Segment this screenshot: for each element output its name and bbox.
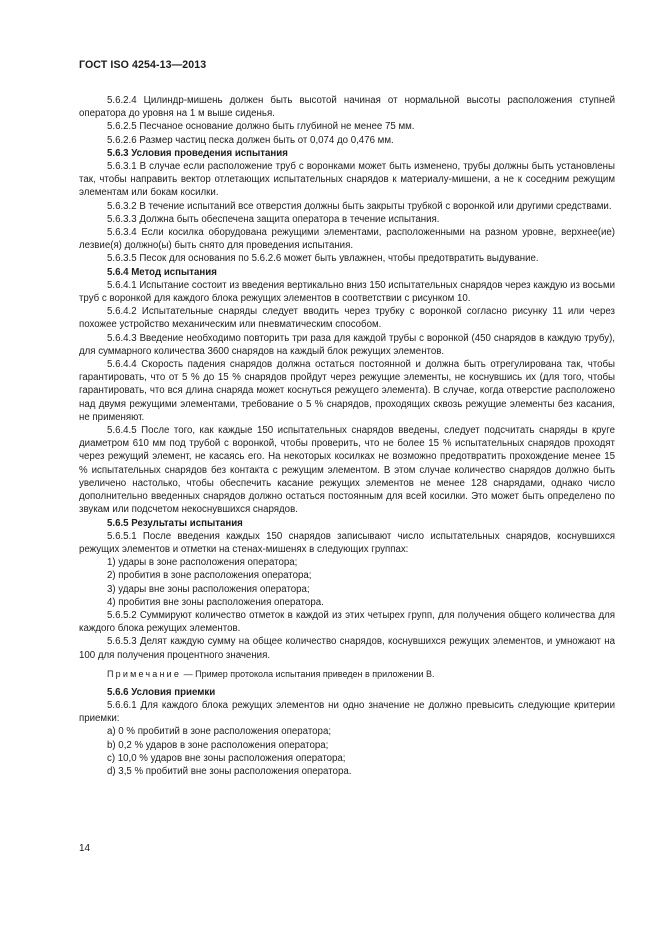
list-item-b: b) 0,2 % ударов в зоне расположения оператора; xyxy=(107,739,329,751)
clause-5-6-2-6: 5.6.2.6 Размер частиц песка должен быть от 0,074 до 0,476 мм. xyxy=(107,134,394,146)
clause-5-6-3-1: 5.6.3.1 В случае если расположение труб с воронками может быть изменено, трубы должны быть установлены так, чтобы направить вектор отлетающих испытательных снарядов к материалу-мишени, а не к соседним режущим элементам или бокам косилки. xyxy=(79,161,615,199)
clause-5-6-2-5: 5.6.2.5 Песчаное основание должно быть глубиной не менее 75 мм. xyxy=(107,121,415,133)
list-item-3: 3) удары вне зоны расположения оператора; xyxy=(107,583,310,595)
document-header: ГОСТ ISO 4254-13—2013 xyxy=(79,59,207,71)
clause-5-6-2-4: 5.6.2.4 Цилиндр-мишень должен быть высотой начиная от нормальной высоты расположения ступней оператора до уровня на 1 м выше сиденья. xyxy=(79,95,615,120)
section-heading-5-6-6: 5.6.6 Условия приемки xyxy=(107,686,216,698)
clause-5-6-5-2: 5.6.5.2 Суммируют количество отметок в каждой из этих четырех групп, для получения общего количества для каждого блока режущих элементов. xyxy=(79,609,615,635)
clause-5-6-3-5: 5.6.3.5 Песок для основания по 5.6.2.6 может быть увлажнен, чтобы предотвратить выдувание. xyxy=(107,253,539,265)
list-item-4: 4) пробития вне зоны расположения оператора. xyxy=(107,596,324,608)
clause-5-6-4-4: 5.6.4.4 Скорость падения снарядов должна остаться постоянной и должна быть отрегулирована так, чтобы гарантировать, что от 5 % до 15 % снарядов пройдут через режущие элементы, не коснувшись их (для того, чтобы гарантировать, что вся длина снаряда может коснуться режущего элемента). В случае, когда отверстие расположено над двумя режущими элементами, требование о 5 % снарядов, проходящих сквозь режущие элементы без касания, не применяют. xyxy=(79,359,615,423)
section-heading-5-6-3: 5.6.3 Условия проведения испытания xyxy=(107,147,288,159)
note-label: Примечание xyxy=(107,668,182,679)
section-heading-5-6-5: 5.6.5 Результаты испытания xyxy=(107,517,243,529)
clause-5-6-4-3: 5.6.4.3 Введение необходимо повторить три раза для каждой трубы с воронкой (450 снарядов в каждую трубу), для суммарного количества 3600 снарядов на каждый блок режущих элементов. xyxy=(79,332,615,357)
list-item-2: 2) пробития в зоне расположения оператора; xyxy=(107,570,312,582)
page-number: 14 xyxy=(79,843,91,854)
list-item-d: d) 3,5 % пробитий вне зоны расположения оператора. xyxy=(107,765,352,777)
section-heading-5-6-4: 5.6.4 Метод испытания xyxy=(107,266,217,278)
clause-5-6-3-4: 5.6.3.4 Если косилка оборудована режущими элементами, расположенными на разном уровне, верхнее(ие) лезвие(я) должно(ы) быть снято для проведения испытания. xyxy=(79,227,615,252)
list-item-1: 1) удары в зоне расположения оператора; xyxy=(107,557,298,569)
clause-5-6-4-2: 5.6.4.2 Испытательные снаряды следует вводить через трубку с воронкой согласно рисунку 11 или через похожее устройство механическим или пневматическим способом. xyxy=(79,306,615,331)
clause-5-6-3-3: 5.6.3.3 Должна быть обеспечена защита оператора в течение испытания. xyxy=(107,213,440,225)
clause-5-6-4-5: 5.6.4.5 После того, как каждые 150 испытательных снарядов введены, следует подсчитать снаряды в круге диаметром 610 мм под трубой с воронкой, чтобы проверить, что не более 15 % испытательных снарядов проходят через режущий элемент, не касаясь его. На некоторых косилках не возможно предотвратить прохождение менее 15 % испытательных снарядов без контакта с режущим элементом. В этом случае количество снарядов должно быть увеличено настолько, чтобы обеспечить касание режущих элементов не менее 128 снарядами, однако число дополнительно введенных снарядов должно остаться постоянным для всей косилки. Это может быть определено по звукам или подсчетом некоснувшихся снарядов. xyxy=(79,425,615,516)
document-body xyxy=(79,94,615,778)
clause-5-6-4-1: 5.6.4.1 Испытание состоит из введения вертикально вниз 150 испытательных снарядов через каждую из восьми труб с воронкой для каждого блока режущих элементов в соответствии с рисунком 10. xyxy=(79,279,616,305)
clause-5-6-3-2: 5.6.3.2 В течение испытаний все отверстия должны быть закрыты трубкой с воронкой или другими средствами. xyxy=(107,200,612,212)
note xyxy=(79,668,615,680)
clause-5-6-5-3: 5.6.5.3 Делят каждую сумму на общее количество снарядов, коснувшихся режущих элементов, и умножают на 100 для получения процентного значения. xyxy=(79,636,615,661)
list-item-c: c) 10,0 % ударов вне зоны расположения оператора; xyxy=(107,752,346,764)
note-text: — Пример протокола испытания приведен в приложении В. xyxy=(181,668,435,679)
clause-5-6-6-1: 5.6.6.1 Для каждого блока режущих элементов ни одно значение не должно превысить следующие критерии приемки: xyxy=(79,699,615,725)
clause-5-6-5-1: 5.6.5.1 После введения каждых 150 снарядов записывают число испытательных снарядов, коснувшихся режущих элементов и отметки на стенах-мишенях в следующих группах: xyxy=(79,530,615,555)
list-item-a: a) 0 % пробитий в зоне расположения оператора; xyxy=(107,726,332,738)
